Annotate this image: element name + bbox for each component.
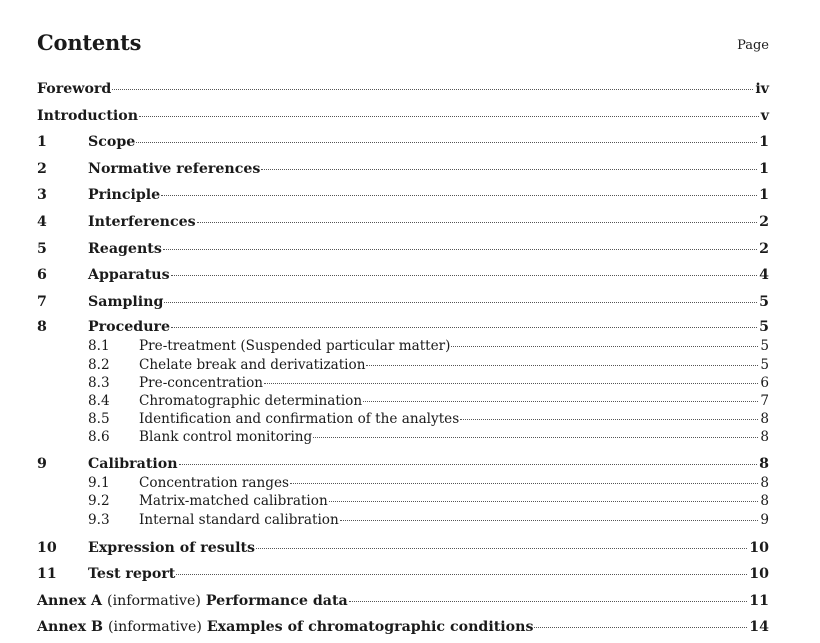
toc-entry-label: Interferences	[88, 213, 196, 230]
toc-entry-label: Normative references	[88, 160, 261, 177]
toc-entry-scope[interactable]	[37, 131, 769, 158]
leader-dots	[460, 418, 758, 420]
toc-subentry[interactable]	[37, 474, 769, 492]
toc-entry-test-report[interactable]	[37, 563, 769, 590]
toc-entry-page: 1	[759, 134, 769, 151]
toc-entry-page: 10	[749, 566, 769, 583]
toc-entry-page: iv	[755, 81, 769, 97]
document-page	[37, 0, 769, 636]
leader-dots	[164, 301, 757, 303]
toc-entry-page: 11	[749, 592, 769, 609]
leader-dots	[451, 345, 758, 347]
leader-dots	[264, 382, 758, 384]
toc-entry-number: 6	[37, 267, 47, 284]
toc-entry-number: 10	[37, 539, 57, 556]
leader-dots	[112, 88, 753, 90]
toc-subentry-label: Pre-concentration	[139, 374, 264, 391]
toc-entry-reagents[interactable]	[37, 238, 769, 265]
annex-title: Examples of chromatographic conditions	[206, 619, 534, 636]
toc-subentry-page: 6	[760, 374, 769, 391]
leader-dots	[161, 194, 757, 196]
toc-subentry-label: Concentration ranges	[139, 475, 289, 492]
toc-entry-label: Procedure	[88, 319, 171, 336]
toc-subentry-label: Chromatographic determination	[139, 392, 363, 409]
toc-entry-principle[interactable]	[37, 184, 769, 211]
annex-type: (informative)	[108, 619, 202, 636]
toc-subentry-page: 8	[760, 475, 769, 492]
toc-entry-number: 9	[37, 456, 47, 473]
toc-subentry-number: 8.2	[88, 356, 110, 373]
toc-entry-number: 11	[37, 566, 57, 583]
toc-entry-page: 8	[759, 456, 769, 473]
toc-entry-label: Introduction	[37, 107, 139, 124]
toc-entry-calibration[interactable]	[37, 454, 769, 474]
toc-subentry-page: 8	[760, 411, 769, 428]
toc-annex-label	[37, 616, 533, 638]
toc-entry-annex-b[interactable]	[37, 616, 769, 643]
toc-subentry[interactable]	[37, 356, 769, 374]
toc-entry-number: 3	[37, 187, 47, 204]
toc-subentry[interactable]	[37, 337, 769, 355]
leader-dots	[171, 326, 757, 328]
leader-dots	[329, 500, 759, 502]
leader-dots	[313, 436, 758, 438]
toc-subentry-number: 9.1	[88, 475, 110, 492]
leader-dots	[290, 482, 758, 484]
toc-entry-sampling[interactable]	[37, 291, 769, 318]
page-title: Contents	[37, 30, 142, 55]
toc-entry-page: 1	[759, 187, 769, 204]
toc-entry-apparatus[interactable]	[37, 264, 769, 291]
toc-subentry-number: 8.4	[88, 392, 110, 409]
leader-dots	[349, 600, 748, 602]
toc-subentry-label: Pre-treatment (Suspended particular matter)	[139, 338, 451, 355]
toc-subentry[interactable]	[37, 511, 769, 537]
annex-type: (informative)	[107, 592, 201, 609]
toc-subentry[interactable]	[37, 374, 769, 392]
leader-dots	[197, 221, 758, 223]
toc-entry-label: Foreword	[37, 81, 112, 97]
toc-entry-label: Apparatus	[88, 267, 170, 284]
leader-dots	[176, 573, 747, 575]
toc-entry-label: Expression of results	[88, 539, 256, 556]
toc-entry-interferences[interactable]	[37, 211, 769, 238]
toc-subentry[interactable]	[37, 392, 769, 410]
toc-entry-number: 5	[37, 240, 47, 257]
toc-subentry-label: Internal standard calibration	[139, 511, 339, 528]
toc-entry-page: 2	[759, 213, 769, 230]
toc-entry-number: 8	[37, 319, 47, 336]
table-of-contents	[37, 78, 769, 643]
toc-entry-expression-of-results[interactable]	[37, 537, 769, 564]
toc-subentry-page: 8	[760, 429, 769, 446]
leader-dots	[163, 248, 757, 250]
toc-subentry-label: Matrix-matched calibration	[139, 493, 328, 510]
leader-dots	[139, 115, 759, 117]
toc-subentry[interactable]	[37, 492, 769, 510]
toc-subentry-number: 8.6	[88, 429, 110, 446]
toc-subentry-number: 9.3	[88, 511, 110, 528]
toc-entry-page: 4	[759, 267, 769, 284]
leader-dots	[261, 168, 757, 170]
leader-dots	[340, 519, 759, 521]
toc-entry-number: 7	[37, 293, 47, 310]
toc-entry-number: 4	[37, 213, 47, 230]
toc-subentry-label: Blank control monitoring	[139, 429, 313, 446]
toc-entry-label: Principle	[88, 187, 161, 204]
annex-prefix: Annex B	[37, 619, 104, 636]
toc-entry-page: 10	[749, 539, 769, 556]
leader-dots	[363, 400, 758, 402]
toc-entry-procedure[interactable]	[37, 317, 769, 337]
toc-subentry-page: 7	[760, 392, 769, 409]
toc-subentry-label: Chelate break and derivatization	[139, 356, 366, 373]
leader-dots	[171, 274, 758, 276]
toc-subentry-number: 8.3	[88, 374, 110, 391]
annex-prefix: Annex A	[37, 592, 103, 609]
toc-annex-label	[37, 590, 348, 612]
toc-subentry-page: 5	[760, 338, 769, 355]
leader-dots	[179, 463, 758, 465]
toc-entry-annex-a[interactable]	[37, 590, 769, 617]
leader-dots	[366, 364, 758, 366]
toc-entry-label: Reagents	[88, 240, 162, 257]
toc-entry-page: 5	[759, 319, 769, 336]
toc-subentry-page: 5	[760, 356, 769, 373]
toc-entry-introduction[interactable]	[37, 105, 769, 132]
toc-subentry[interactable]	[37, 428, 769, 454]
toc-entry-page: 1	[759, 160, 769, 177]
toc-entry-number: 1	[37, 134, 47, 151]
toc-entry-page: 2	[759, 240, 769, 257]
toc-entry-label: Scope	[88, 134, 136, 151]
page-column-label: Page	[737, 38, 769, 53]
toc-subentry-page: 8	[760, 493, 769, 510]
toc-entry-page: 5	[759, 293, 769, 310]
toc-subentry-number: 8.5	[88, 411, 110, 428]
toc-subentry-number: 8.1	[88, 338, 110, 355]
toc-subentry-page: 9	[760, 511, 769, 528]
leader-dots	[256, 547, 747, 549]
toc-entry-page: v	[760, 107, 769, 124]
toc-entry-foreword[interactable]	[37, 78, 769, 105]
toc-subentry-label: Identification and confirmation of the analytes	[139, 411, 460, 428]
toc-subentry[interactable]	[37, 410, 769, 428]
toc-subentry-number: 9.2	[88, 493, 110, 510]
toc-entry-label: Calibration	[88, 456, 178, 473]
toc-entry-number: 2	[37, 160, 47, 177]
toc-entry-label: Sampling	[88, 293, 164, 310]
leader-dots	[534, 626, 747, 628]
toc-entry-page: 14	[749, 619, 769, 636]
leader-dots	[136, 141, 757, 143]
toc-entry-normative-references[interactable]	[37, 158, 769, 185]
annex-title: Performance data	[205, 592, 348, 609]
toc-entry-label: Test report	[88, 566, 176, 583]
